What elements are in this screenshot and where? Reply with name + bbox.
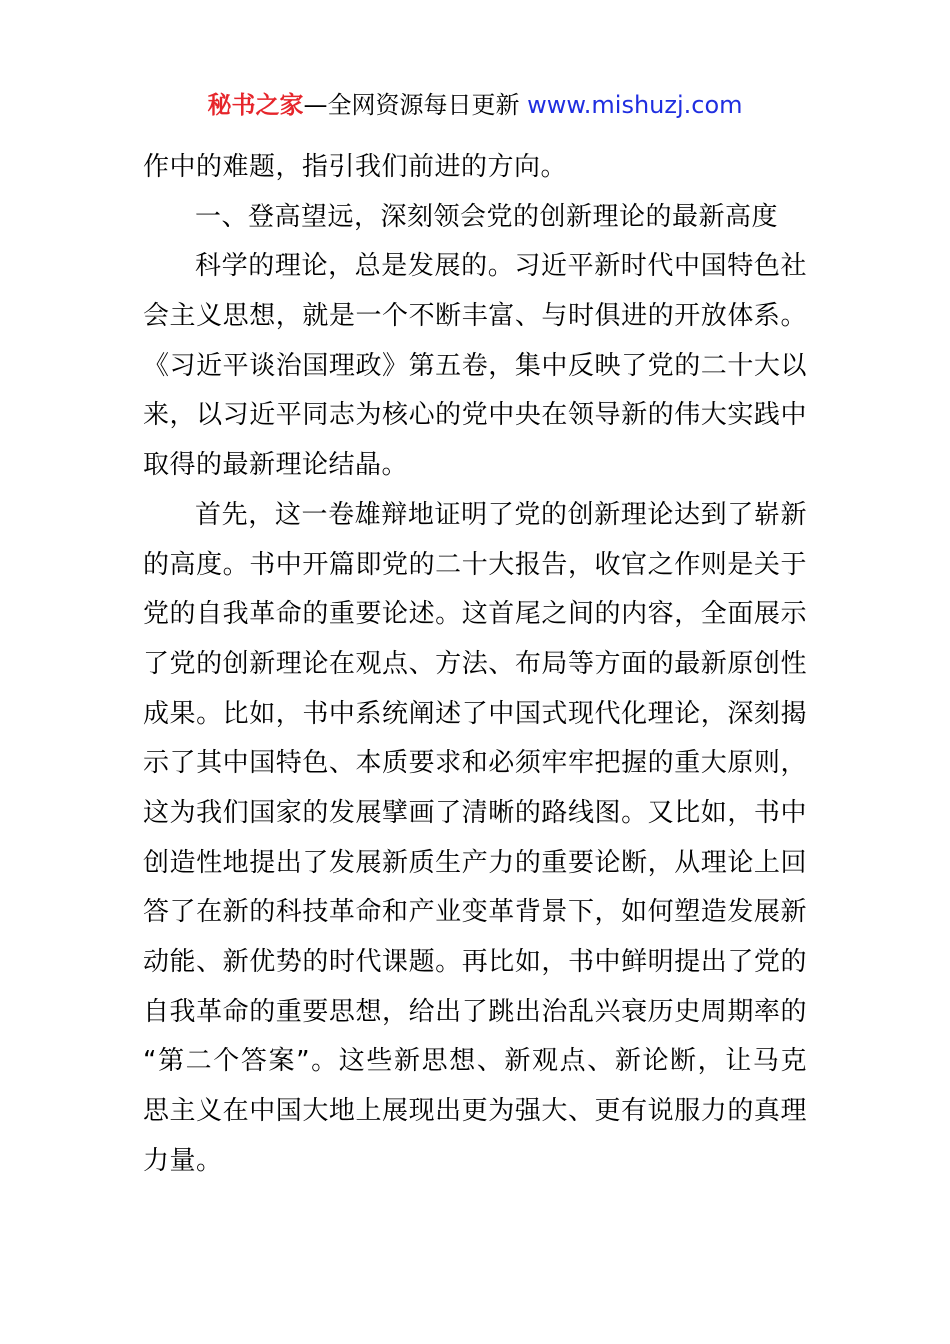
text-line: 成果。比如，书中系统阐述了中国式现代化理论，深刻揭 — [143, 698, 807, 729]
text-line: 创造性地提出了发展新质生产力的重要论断，从理论上回 — [143, 847, 807, 878]
text-line: 动能、新优势的时代课题。再比如，书中鲜明提出了党的 — [143, 947, 807, 977]
text-line: 示了其中国特色、本质要求和必须牢牢把握的重大原则， — [143, 748, 807, 779]
text-line: 《习近平谈治国理政》第五卷，集中反映了党的二十大以 — [143, 350, 807, 381]
text-line: “第二个答案”。这些新思想、新观点、新论断，让马克 — [143, 1046, 807, 1077]
page-header — [0, 88, 950, 122]
text-line: 了党的创新理论在观点、方法、布局等方面的最新原创性 — [143, 648, 807, 679]
text-line: 思主义在中国大地上展现出更为强大、更有说服力的真理 — [143, 1096, 807, 1127]
text-line: 来，以习近平同志为核心的党中央在领导新的伟大实践中 — [143, 400, 807, 431]
text-line: 答了在新的科技革命和产业变革背景下，如何塑造发展新 — [143, 897, 807, 928]
text-line: 取得的最新理论结晶。 — [143, 450, 409, 481]
text-line: 党的自我革命的重要论述。这首尾之间的内容，全面展示 — [143, 599, 807, 630]
text-line: 一、登高望远，深刻领会党的创新理论的最新高度 — [195, 201, 779, 232]
text-line: 作中的难题，指引我们前进的方向。 — [143, 152, 568, 182]
document-body — [143, 143, 807, 1186]
text-line: 首先，这一卷雄辩地证明了党的创新理论达到了崭新 — [195, 499, 807, 530]
text-line: 这为我们国家的发展擘画了清晰的路线图。又比如，书中 — [143, 797, 807, 828]
text-line: 科学的理论，总是发展的。习近平新时代中国特色社 — [195, 251, 807, 282]
text-line: 自我革命的重要思想，给出了跳出治乱兴衰历史周期率的 — [143, 996, 807, 1027]
brand-name: 秘书之家 — [207, 91, 304, 119]
header-tagline: —全网资源每日更新 — [303, 91, 528, 119]
site-url-link[interactable]: www.mishuzj.com — [527, 91, 743, 119]
text-line: 会主义思想，就是一个不断丰富、与时俱进的开放体系。 — [143, 301, 807, 332]
text-line: 的高度。书中开篇即党的二十大报告，收官之作则是关于 — [143, 549, 807, 580]
text-line: 力量。 — [143, 1145, 223, 1176]
